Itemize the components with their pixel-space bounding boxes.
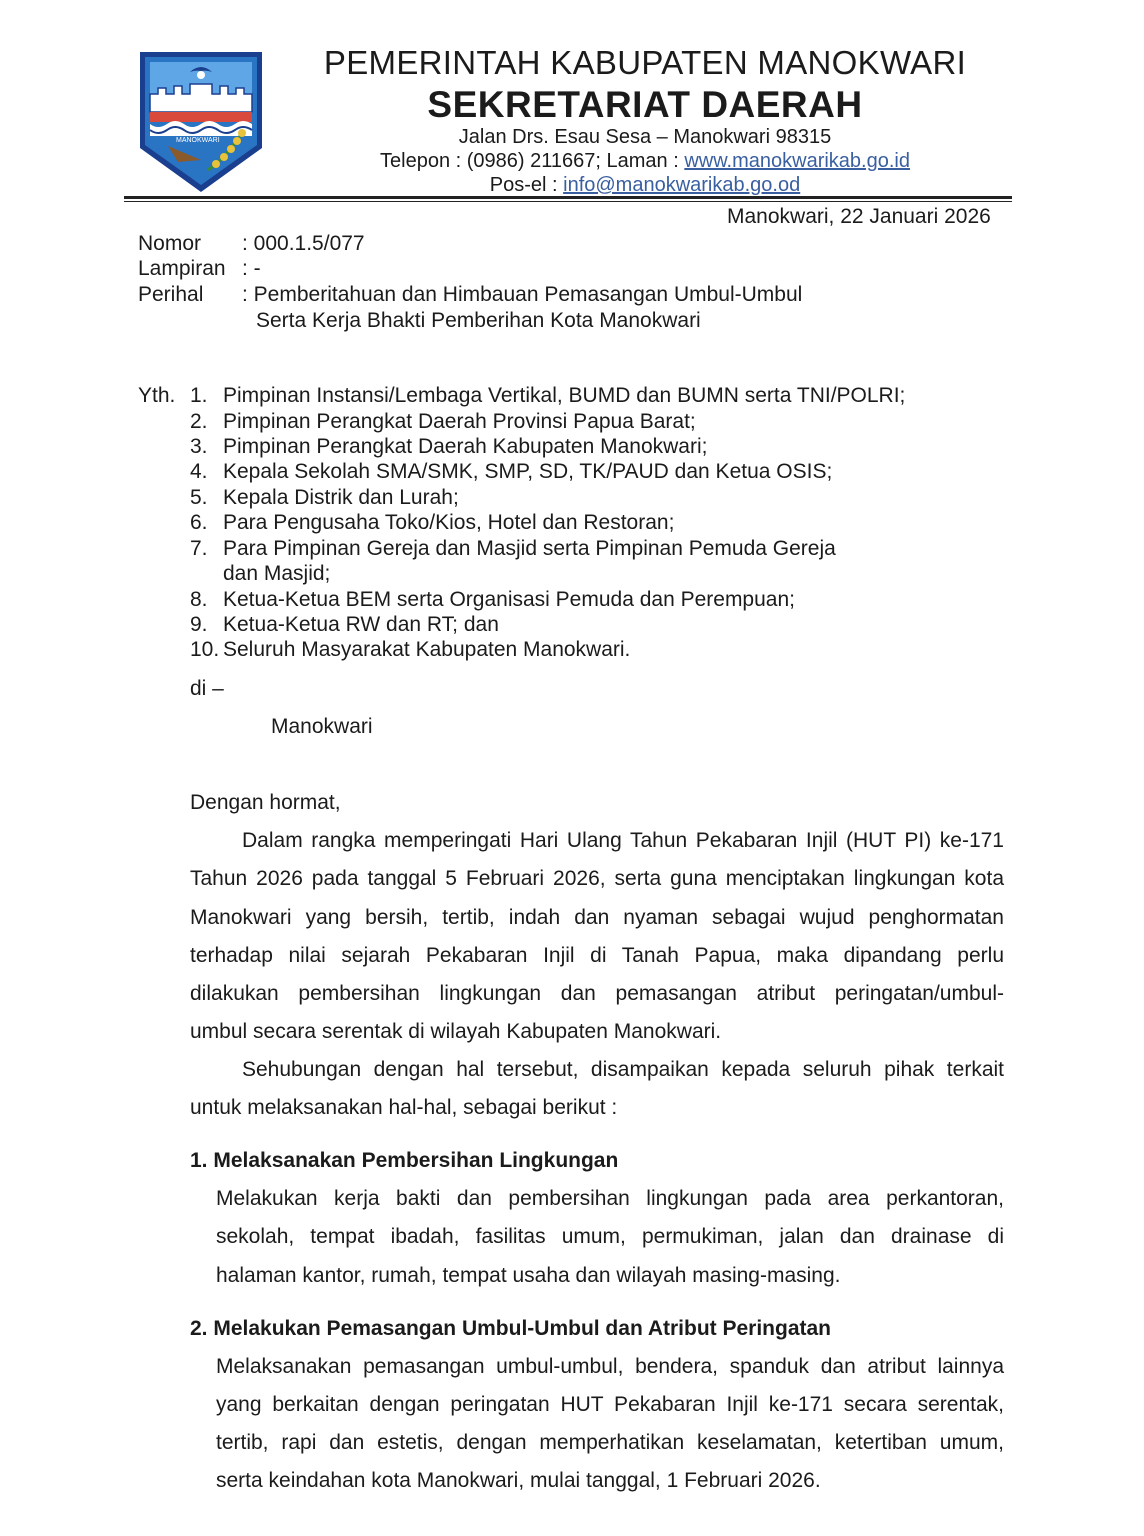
paragraph-1-line: Manokwari yang bersih, tertib, indah dan nyaman sebagai wujud penghormatan [190,906,1004,929]
greeting: Dengan hormat, [190,791,341,814]
list-item: Para Pimpinan Gereja dan Masjid serta Pimpinan Pemuda Gereja [223,537,836,560]
list-item: Para Pengusaha Toko/Kios, Hotel dan Restoran; [223,511,675,534]
paragraph-1-line: Dalam rangka memperingati Hari Ulang Tahun Pekabaran Injil (HUT PI) ke-171 [242,829,1004,852]
letter-date: Manokwari, 22 Januari 2026 [727,205,991,228]
section-1-line: Melakukan kerja bakti dan pembersihan lingkungan pada area perkantoran, [216,1187,1004,1210]
list-item-continuation: dan Masjid; [223,562,331,585]
list-item-number: 5. [190,486,208,509]
list-item-number: 9. [190,613,208,636]
phone-label: Telepon : (0986) 211667; Laman : [380,150,685,172]
nomor-label: Nomor [138,232,202,255]
section-2-line: tertib, rapi dan estetis, dengan memperhatikan keselamatan, ketertiban umum, [216,1431,1004,1454]
paragraph-2-line: Sehubungan dengan hal tersebut, disampaikan kepada seluruh pihak terkait [242,1058,1004,1081]
list-item: Kepala Sekolah SMA/SMK, SMP, SD, TK/PAUD dan Ketua OSIS; [223,460,833,483]
list-item-number: 8. [190,588,208,611]
logo-caption: MANOKWARI [176,137,220,144]
paragraph-2-line: untuk melaksanakan hal-hal, sebagai berikut : [190,1096,618,1119]
recipients-label: Yth. [138,384,176,407]
lampiran-value: : - [242,257,261,280]
website-link[interactable]: www.manokwarikab.go.id [684,150,910,172]
list-item: Pimpinan Instansi/Lembaga Vertikal, BUMD dan BUMN serta TNI/POLRI; [223,384,906,407]
list-item: Kepala Distrik dan Lurah; [223,486,459,509]
paragraph-1-line: terhadap nilai sejarah Pekabaran Injil di Tanah Papua, maka dipandang perlu [190,944,1004,967]
section-2-line: yang berkaitan dengan peringatan HUT Pekabaran Injil ke-171 secara serentak, [216,1393,1004,1416]
section-1-line: sekolah, tempat ibadah, fasilitas umum, permukiman, jalan dan drainase di [216,1225,1004,1248]
recipient-di: di – [190,677,224,700]
section-2-heading: 2. Melakukan Pemasangan Umbul-Umbul dan Atribut Peringatan [190,1317,832,1340]
paragraph-1-line: dilakukan pembersihan lingkungan dan pemasangan atribut peringatan/umbul- [190,982,1004,1005]
recipient-place: Manokwari [271,715,373,738]
letterhead-contact [0,150,1144,173]
letterhead-divider-thin [124,201,1012,202]
email-link[interactable]: info@manokwarikab.go.od [563,174,801,196]
letterhead-email [0,174,1144,197]
perihal-value-line2: Serta Kerja Bhakti Pemberihan Kota Manokwari [256,309,701,332]
letterhead-government: PEMERINTAH KABUPATEN MANOKWARI [323,44,967,81]
email-label: Pos-el : [489,174,564,196]
list-item: Ketua-Ketua RW dan RT; dan [223,613,499,636]
list-item: Pimpinan Perangkat Daerah Provinsi Papua Barat; [223,410,696,433]
section-2-line: serta keindahan kota Manokwari, mulai tanggal, 1 Februari 2026. [216,1469,821,1492]
list-item-number: 10. [190,638,220,661]
letterhead-office: SEKRETARIAT DAERAH [427,84,863,125]
letterhead-address: Jalan Drs. Esau Sesa – Manokwari 98315 [458,126,832,148]
paragraph-1-line: umbul secara serentak di wilayah Kabupaten Manokwari. [190,1020,722,1043]
list-item: Pimpinan Perangkat Daerah Kabupaten Manokwari; [223,435,708,458]
list-item-number: 7. [190,537,208,560]
list-item-number: 3. [190,435,208,458]
list-item-number: 2. [190,410,208,433]
list-item-number: 6. [190,511,208,534]
list-item: Seluruh Masyarakat Kabupaten Manokwari. [223,638,631,661]
list-item: Ketua-Ketua BEM serta Organisasi Pemuda dan Perempuan; [223,588,795,611]
nomor-value: : 000.1.5/077 [242,232,365,255]
letterhead-divider-thick [124,196,1012,199]
section-1-line: halaman kantor, rumah, tempat usaha dan wilayah masing-masing. [216,1264,841,1287]
list-item-number: 4. [190,460,208,483]
section-2-line: Melaksanakan pemasangan umbul-umbul, bendera, spanduk dan atribut lainnya [216,1355,1004,1378]
paragraph-1-line: Tahun 2026 pada tanggal 5 Februari 2026, serta guna menciptakan lingkungan kota [190,867,1004,890]
list-item-number: 1. [190,384,208,407]
perihal-value-line1: : Pemberitahuan dan Himbauan Pemasangan Umbul-Umbul [242,283,803,306]
perihal-label: Perihal [138,283,204,306]
lampiran-label: Lampiran [138,257,226,280]
section-1-heading: 1. Melaksanakan Pembersihan Lingkungan [190,1149,619,1172]
